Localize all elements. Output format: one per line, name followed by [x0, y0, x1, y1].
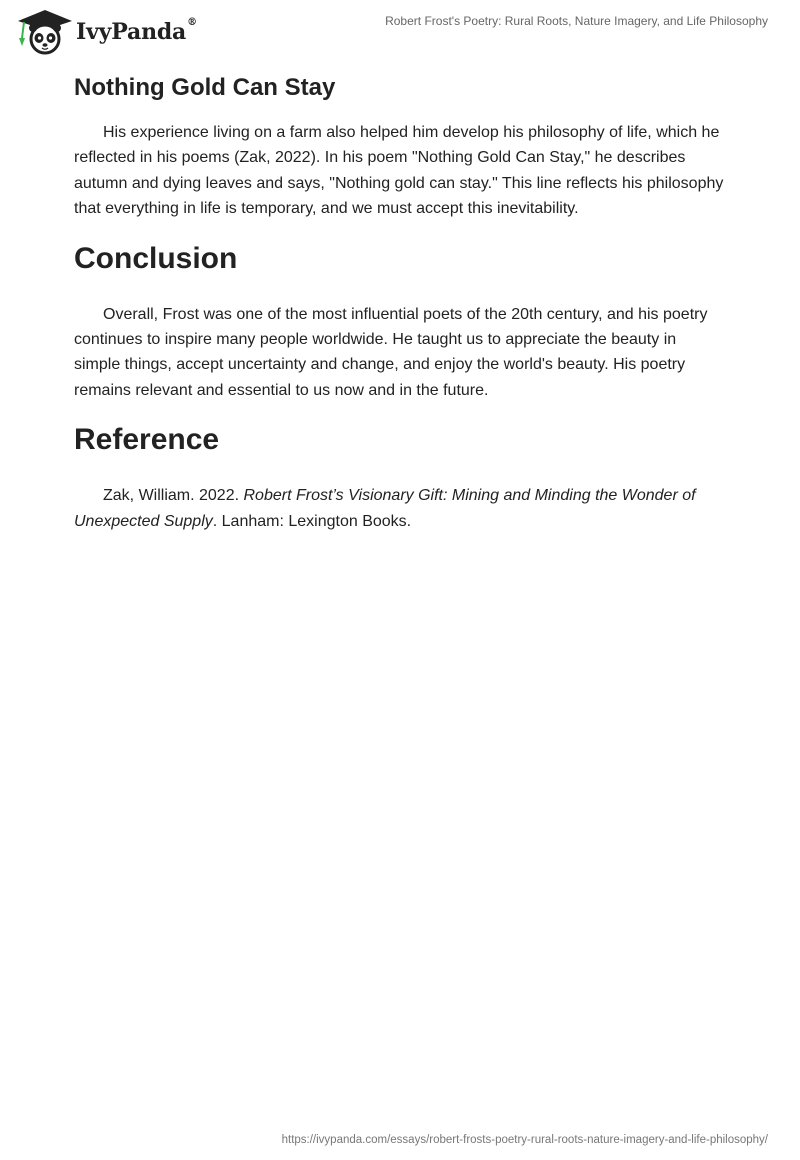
- brand-logo[interactable]: [16, 8, 197, 56]
- paragraph-conclusion: Overall, Frost was one of the most influential poets of the 20th century, and his poetry continues to inspire many people worldwide. He taught us to appreciate the beauty in simple things, accept uncertainty and change, and enjoy the world's beauty. His poetry remains relevant and essential to us now and in the future.: [74, 305, 708, 399]
- section-conclusion: [74, 240, 726, 404]
- section-heading-nothing-gold: Nothing Gold Can Stay: [74, 74, 336, 101]
- section-heading-conclusion: Conclusion: [74, 241, 238, 275]
- essay-content: [74, 72, 726, 552]
- page-url[interactable]: https://ivypanda.com/essays/robert-frosts-poetry-rural-roots-nature-imagery-and-life-philosophy/: [281, 1134, 768, 1146]
- paragraph-nothing-gold: His experience living on a farm also helped him develop his philosophy of life, which he reflected in his poems (Zak, 2022). In his poem "Nothing Gold Can Stay," he describes autumn and dying leaves and says, "Nothing gold can stay." This line reflects his philosophy that everything in life is temporary, and we must accept this inevitability.: [74, 124, 724, 218]
- registered-mark: ®: [187, 17, 197, 28]
- document-title: Robert Frost's Poetry: Rural Roots, Nature Imagery, and Life Philosophy: [385, 14, 768, 28]
- section-nothing-gold: [74, 72, 726, 222]
- section-heading-reference: Reference: [74, 423, 220, 457]
- panda-graduate-logo-icon: [16, 8, 74, 56]
- section-reference: [74, 421, 726, 534]
- reference-entry: [74, 483, 726, 534]
- reference-author-year: Zak, William. 2022.: [103, 487, 240, 505]
- reference-publisher: . Lanham: Lexington Books.: [212, 512, 412, 530]
- brand-name: IvyPanda®: [76, 17, 197, 45]
- reference-title: Robert Frost’s Visionary Gift: Mining and Minding the Wonder of Unexpected Supply: [74, 487, 696, 530]
